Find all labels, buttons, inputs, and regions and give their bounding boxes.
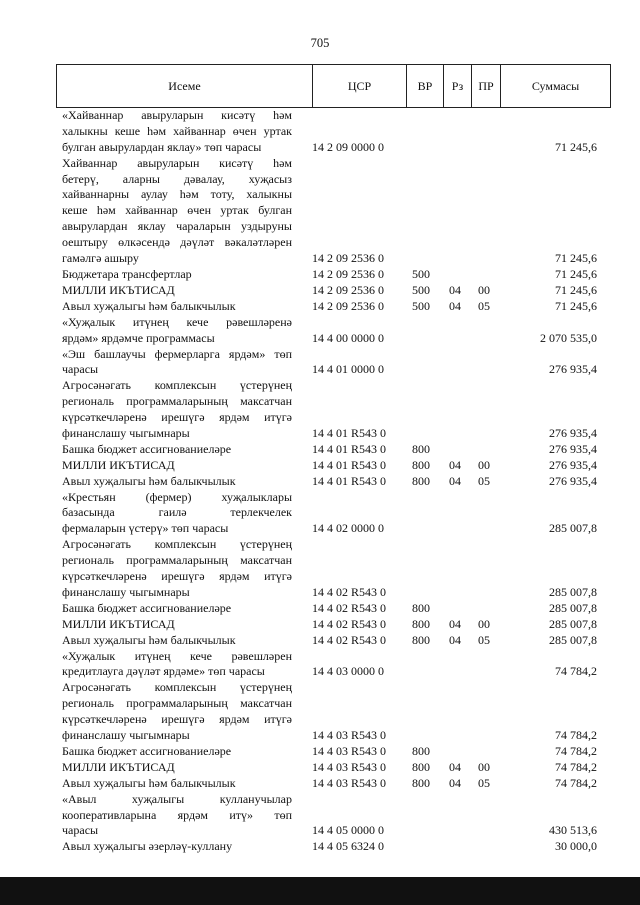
row-name (62, 792, 292, 840)
row-sum: 285 007,8 (549, 632, 597, 647)
row-name-line: чарасы (62, 823, 99, 838)
row-pr: 00 (478, 759, 490, 774)
table-row (0, 776, 640, 792)
row-name (62, 283, 292, 299)
row-rz: 04 (449, 632, 461, 647)
table-row (0, 680, 640, 744)
row-pr: 00 (478, 616, 490, 631)
row-name (62, 601, 292, 617)
row-name-line: Бюджетара трансфертлар (62, 267, 192, 281)
row-name-line: МИЛЛИ ИКЪТИСАД (62, 616, 175, 631)
row-sum: 285 007,8 (549, 616, 597, 631)
row-sum: 276 935,4 (549, 473, 597, 488)
header-name: Исеме (168, 79, 201, 93)
header-pr: ПР (471, 65, 500, 107)
row-vr: 800 (412, 616, 430, 631)
row-name-line: Авыл хуҗалыгы һәм балыкчылык (62, 473, 236, 488)
row-name (62, 760, 292, 776)
row-csr: 14 4 02 R543 0 (312, 632, 387, 647)
row-rz: 04 (449, 775, 461, 790)
row-csr: 14 2 09 2536 0 (312, 251, 384, 266)
row-csr: 14 2 09 2536 0 (312, 298, 384, 313)
row-pr: 05 (478, 775, 490, 790)
row-csr: 14 4 02 R543 0 (312, 584, 387, 599)
row-csr: 14 4 03 0000 0 (312, 664, 384, 679)
table-row (0, 537, 640, 601)
row-name-line: региональ программаларының максатчан (62, 696, 292, 711)
table-row (0, 601, 640, 617)
header-sum: Суммасы (500, 65, 610, 107)
header-rz: Рз (443, 65, 471, 107)
row-name-line: МИЛЛИ ИКЪТИСАД (62, 282, 175, 297)
table-row (0, 617, 640, 633)
table-row (0, 839, 640, 855)
row-vr: 800 (412, 632, 430, 647)
row-name-line: «Крестьян (фермер) хуҗалыклары (62, 489, 292, 504)
row-name-line: ярдәм» ярдәмче программасы (62, 330, 215, 345)
row-pr: 00 (478, 282, 490, 297)
row-sum: 285 007,8 (549, 600, 597, 615)
row-name (62, 680, 292, 744)
row-sum: 276 935,4 (549, 425, 597, 440)
row-csr: 14 4 01 R543 0 (312, 441, 387, 456)
row-pr: 00 (478, 457, 490, 472)
row-name-line: Башка бюджет ассигнованиеләре (62, 441, 232, 456)
row-sum: 71 245,6 (555, 251, 597, 266)
row-name (62, 108, 292, 156)
row-name-line: Авыл хуҗалыгы һәм балыкчылык (62, 775, 236, 790)
row-csr: 14 4 03 R543 0 (312, 728, 387, 743)
header-csr: ЦСР (312, 65, 406, 107)
row-rz: 04 (449, 282, 461, 297)
table-row (0, 760, 640, 776)
row-name-line: «Хуҗалык итүнең кече рәвешләрен (62, 648, 292, 663)
row-name-line: базасында гаилә терлекчелек (62, 505, 292, 520)
row-sum: 74 784,2 (555, 744, 597, 758)
row-sum: 285 007,8 (549, 584, 597, 599)
row-name-line: Башка бюджет ассигнованиеләре (62, 744, 232, 758)
table-row (0, 108, 640, 156)
row-csr: 14 4 00 0000 0 (312, 330, 384, 345)
row-name-line: «Хуҗалык итүнең кече рәвешләренә (62, 314, 292, 329)
row-name-line: гамәлгә ашыру (62, 251, 139, 266)
row-sum: 30 000,0 (555, 839, 597, 854)
row-pr: 05 (478, 632, 490, 647)
row-sum: 74 784,2 (555, 775, 597, 790)
table-row (0, 474, 640, 490)
row-sum: 430 513,6 (549, 823, 597, 838)
row-name-line: күрсәткечләренә ирешүгә ярдәм итүгә (62, 569, 292, 584)
table-row (0, 156, 640, 267)
row-name (62, 156, 292, 267)
row-rz: 04 (449, 759, 461, 774)
row-name-line: Авыл хуҗалыгы һәм балыкчылык (62, 632, 236, 647)
row-name-line: фермаларын үстерү» төп чарасы (62, 521, 229, 536)
row-csr: 14 4 02 0000 0 (312, 521, 384, 536)
row-name-line: бетерү, аларны дәвалау, хуҗасыз (62, 171, 292, 186)
row-name-line: кеше һәм хайваннар өчен уртак булган (62, 203, 292, 218)
row-name (62, 267, 292, 283)
scan-footer-bar (0, 877, 640, 905)
row-vr: 500 (412, 282, 430, 297)
row-name-line: Хайваннар авыруларын кисәтү һәм (62, 155, 292, 170)
row-name-line: оештыру өлкәсендә дәүләт вәкаләтләрен (62, 235, 292, 250)
row-vr: 800 (412, 744, 430, 758)
row-name (62, 744, 292, 760)
row-csr: 14 4 03 R543 0 (312, 775, 387, 790)
row-vr: 800 (412, 473, 430, 488)
row-sum: 74 784,2 (555, 759, 597, 774)
row-csr: 14 4 05 0000 0 (312, 823, 384, 838)
table-row (0, 347, 640, 379)
row-name-line: Авыл хуҗалыгы әзерләү-куллану (62, 839, 233, 854)
row-name (62, 839, 292, 855)
table-row (0, 490, 640, 538)
row-csr: 14 2 09 2536 0 (312, 267, 384, 281)
row-name-line: региональ программаларының максатчан (62, 394, 292, 409)
row-vr: 800 (412, 441, 430, 456)
row-name-line: Агросәнәгать комплексын үстерүнең (62, 680, 292, 695)
row-name-line: финанслашу чыгымнары (62, 728, 190, 743)
table-row (0, 378, 640, 442)
row-pr: 05 (478, 473, 490, 488)
row-vr: 800 (412, 759, 430, 774)
row-name (62, 537, 292, 601)
row-sum: 71 245,6 (555, 298, 597, 313)
row-name-line: «Хайваннар авыруларын кисәтү һәм (62, 108, 292, 122)
row-csr: 14 4 01 R543 0 (312, 473, 387, 488)
row-sum: 276 935,4 (549, 457, 597, 472)
row-name-line: «Эш башлаучы фермерларга ярдәм» төп (62, 346, 292, 361)
row-name-line: кредитлауга дәүләт ярдәме» төп чарасы (62, 664, 265, 679)
row-sum: 71 245,6 (555, 282, 597, 297)
table-row (0, 283, 640, 299)
header-vr: ВР (406, 65, 443, 107)
row-name (62, 347, 292, 379)
row-name (62, 617, 292, 633)
row-sum: 276 935,4 (549, 362, 597, 377)
row-vr: 500 (412, 267, 430, 281)
row-name (62, 458, 292, 474)
row-csr: 14 4 03 R543 0 (312, 759, 387, 774)
row-rz: 04 (449, 616, 461, 631)
table-row (0, 315, 640, 347)
row-csr: 14 2 09 0000 0 (312, 139, 384, 154)
table-row (0, 744, 640, 760)
row-name-line: МИЛЛИ ИКЪТИСАД (62, 759, 175, 774)
row-pr: 05 (478, 298, 490, 313)
row-name-line: Авыл хуҗалыгы һәм балыкчылык (62, 298, 236, 313)
row-sum: 276 935,4 (549, 441, 597, 456)
table-row (0, 458, 640, 474)
row-name (62, 490, 292, 538)
row-vr: 800 (412, 775, 430, 790)
row-name-line: авырулардан яклау чараларын уздыруны (62, 219, 292, 234)
row-sum: 74 784,2 (555, 664, 597, 679)
row-csr: 14 4 01 0000 0 (312, 362, 384, 377)
row-name-line: финанслашу чыгымнары (62, 584, 190, 599)
row-vr: 800 (412, 457, 430, 472)
table-header (56, 64, 611, 108)
row-name (62, 633, 292, 649)
row-vr: 500 (412, 298, 430, 313)
row-name-line: региональ программаларының максатчан (62, 553, 292, 568)
row-name (62, 315, 292, 347)
page-number: 705 (310, 36, 330, 50)
row-name-line: МИЛЛИ ИКЪТИСАД (62, 457, 175, 472)
row-rz: 04 (449, 298, 461, 313)
row-name-line: күрсәткечләренә ирешүгә ярдәм итүгә (62, 712, 292, 727)
row-csr: 14 4 02 R543 0 (312, 616, 387, 631)
row-sum: 71 245,6 (555, 139, 597, 154)
row-csr: 14 4 01 R543 0 (312, 457, 387, 472)
row-csr: 14 4 01 R543 0 (312, 425, 387, 440)
row-csr: 14 4 02 R543 0 (312, 600, 387, 615)
row-name (62, 474, 292, 490)
row-name-line: Башка бюджет ассигнованиеләре (62, 600, 232, 615)
table-row (0, 792, 640, 840)
row-name-line: хайваннарны аулау һәм тоту, халыкны (62, 187, 292, 202)
row-sum: 74 784,2 (555, 728, 597, 743)
row-csr: 14 4 05 6324 0 (312, 839, 384, 854)
row-sum: 2 070 535,0 (540, 330, 597, 345)
row-csr: 14 4 03 R543 0 (312, 744, 387, 758)
table-row (0, 299, 640, 315)
row-name-line: чарасы (62, 362, 99, 377)
row-name-line: күрсәткечләренә ирешүгә ярдәм итүгә (62, 410, 292, 425)
table-row (0, 633, 640, 649)
row-rz: 04 (449, 457, 461, 472)
row-name-line: финанслашу чыгымнары (62, 425, 190, 440)
row-rz: 04 (449, 473, 461, 488)
row-name-line: булган авырулардан яклау» төп чарасы (62, 139, 262, 154)
row-name-line: кооперативларына ярдәм итү» төп (62, 807, 292, 822)
table-row (0, 442, 640, 458)
row-name-line: Агросәнәгать комплексын үстерүнең (62, 537, 292, 552)
row-name-line: халыкны кеше һәм хайваннар өчен уртак (62, 123, 292, 138)
row-sum: 71 245,6 (555, 267, 597, 281)
row-name (62, 442, 292, 458)
row-name-line: «Авыл хуҗалыгы кулланучылар (62, 791, 292, 806)
table-row (0, 649, 640, 681)
row-name (62, 378, 292, 442)
table-row (0, 267, 640, 283)
row-name (62, 299, 292, 315)
row-name (62, 776, 292, 792)
row-csr: 14 2 09 2536 0 (312, 282, 384, 297)
row-vr: 800 (412, 600, 430, 615)
row-sum: 285 007,8 (549, 521, 597, 536)
row-name-line: Агросәнәгать комплексын үстерүнең (62, 378, 292, 393)
row-name (62, 649, 292, 681)
